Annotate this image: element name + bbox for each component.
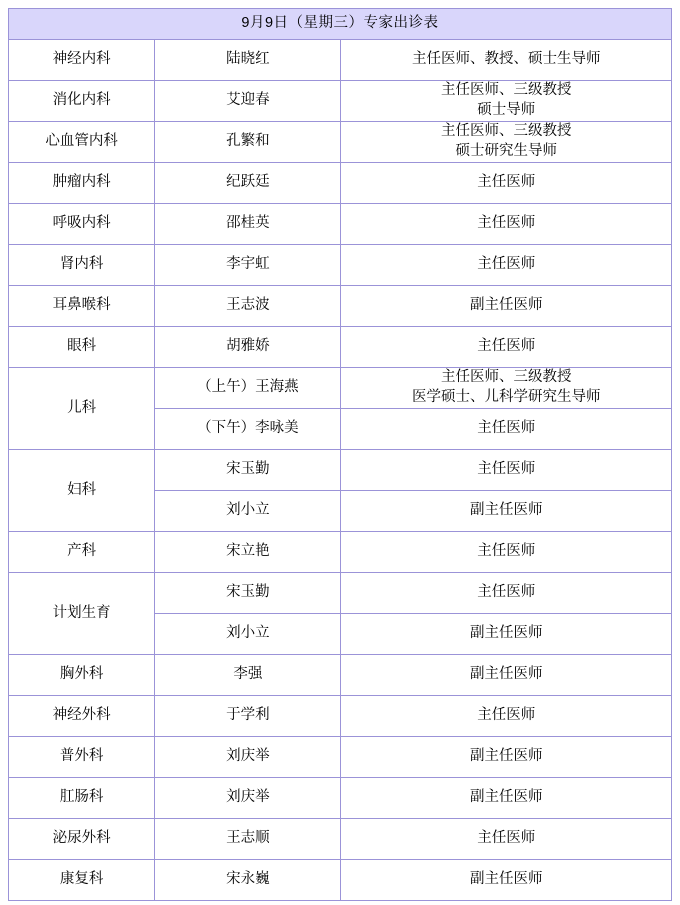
doctor-title-line: 副主任医师 xyxy=(469,748,543,765)
table-row xyxy=(9,81,672,122)
table-row xyxy=(9,327,672,368)
doctor-title-line: 主任医师 xyxy=(477,584,536,601)
doctor-title-line: 副主任医师 xyxy=(469,789,543,806)
department-cell: 神经内科 xyxy=(9,40,155,81)
doctor-title-line: 硕士导师 xyxy=(477,102,536,118)
doctor-name-cell: 宋玉勤 xyxy=(155,450,341,491)
table-row xyxy=(9,122,672,163)
department-cell: 耳鼻喉科 xyxy=(9,286,155,327)
table-row xyxy=(9,696,672,737)
doctor-title-line: 主任医师、三级教授 xyxy=(440,123,572,140)
doctor-title-line: 主任医师 xyxy=(477,256,536,273)
doctor-title-cell xyxy=(341,532,672,573)
department-cell: 胸外科 xyxy=(9,655,155,696)
doctor-title-cell xyxy=(341,778,672,819)
table-row xyxy=(9,40,672,81)
department-cell: 计划生育 xyxy=(9,573,155,655)
department-cell: 儿科 xyxy=(9,368,155,450)
doctor-title-cell xyxy=(341,163,672,204)
doctor-title-line: 医学硕士、儿科学研究生导师 xyxy=(411,389,601,405)
doctor-name-cell: 宋立艳 xyxy=(155,532,341,573)
doctor-title-cell xyxy=(341,614,672,655)
doctor-title-line: 主任医师 xyxy=(477,707,536,724)
expert-schedule-table xyxy=(8,8,672,901)
doctor-title-line: 主任医师 xyxy=(477,215,536,232)
doctor-title-line: 硕士研究生导师 xyxy=(455,143,557,159)
doctor-name-cell: 宋玉勤 xyxy=(155,573,341,614)
doctor-title-cell xyxy=(341,40,672,81)
title-row xyxy=(9,9,672,40)
doctor-title-cell xyxy=(341,122,672,163)
table-row xyxy=(9,368,672,409)
table-row xyxy=(9,819,672,860)
department-cell: 肛肠科 xyxy=(9,778,155,819)
doctor-name-cell: 李宇虹 xyxy=(155,245,341,286)
doctor-title-cell xyxy=(341,696,672,737)
doctor-name-cell: 陆晓红 xyxy=(155,40,341,81)
department-cell: 普外科 xyxy=(9,737,155,778)
doctor-title-line: 主任医师 xyxy=(477,830,536,847)
doctor-title-line: 主任医师、三级教授 xyxy=(440,369,572,386)
table-row xyxy=(9,573,672,614)
doctor-title-line: 副主任医师 xyxy=(469,871,543,888)
doctor-name-cell: 李强 xyxy=(155,655,341,696)
doctor-title-line: 主任医师 xyxy=(477,420,536,437)
department-cell: 眼科 xyxy=(9,327,155,368)
doctor-title-cell xyxy=(341,737,672,778)
doctor-title-cell xyxy=(341,655,672,696)
doctor-title-cell xyxy=(341,327,672,368)
doctor-name-cell: 胡雅娇 xyxy=(155,327,341,368)
doctor-title-cell xyxy=(341,286,672,327)
department-cell: 心血管内科 xyxy=(9,122,155,163)
doctor-name-cell: 邵桂英 xyxy=(155,204,341,245)
table-row xyxy=(9,737,672,778)
department-cell: 产科 xyxy=(9,532,155,573)
department-cell: 消化内科 xyxy=(9,81,155,122)
doctor-title-line: 主任医师、教授、硕士生导师 xyxy=(411,51,601,68)
doctor-title-line: 主任医师、三级教授 xyxy=(440,82,572,99)
department-cell: 肾内科 xyxy=(9,245,155,286)
department-cell: 肿瘤内科 xyxy=(9,163,155,204)
doctor-name-cell: 孔繁和 xyxy=(155,122,341,163)
doctor-title-line: 副主任医师 xyxy=(469,297,543,314)
table-row xyxy=(9,286,672,327)
table-body xyxy=(9,40,672,901)
doctor-title-line: 副主任医师 xyxy=(469,625,543,642)
doctor-title-cell xyxy=(341,573,672,614)
doctor-title-cell xyxy=(341,860,672,901)
doctor-title-line: 副主任医师 xyxy=(469,666,543,683)
page-title: 9月9日（星期三）专家出诊表 xyxy=(9,9,672,40)
doctor-name-cell: 王志波 xyxy=(155,286,341,327)
table-row xyxy=(9,245,672,286)
table-row xyxy=(9,778,672,819)
doctor-title-line: 主任医师 xyxy=(477,543,536,560)
doctor-title-cell xyxy=(341,450,672,491)
doctor-name-cell: 于学利 xyxy=(155,696,341,737)
doctor-title-line: 主任医师 xyxy=(477,338,536,355)
doctor-name-cell: 刘庆举 xyxy=(155,778,341,819)
table-row xyxy=(9,204,672,245)
department-cell: 神经外科 xyxy=(9,696,155,737)
doctor-name-cell: 刘庆举 xyxy=(155,737,341,778)
doctor-name-cell: 王志顺 xyxy=(155,819,341,860)
doctor-name-cell: 纪跃廷 xyxy=(155,163,341,204)
doctor-title-line: 主任医师 xyxy=(477,461,536,478)
table-row xyxy=(9,655,672,696)
doctor-name-cell: （下午）李咏美 xyxy=(155,409,341,450)
table-header xyxy=(9,9,672,40)
doctor-title-line: 主任医师 xyxy=(477,174,536,191)
doctor-name-cell: 艾迎春 xyxy=(155,81,341,122)
doctor-title-cell xyxy=(341,368,672,409)
doctor-name-cell: 刘小立 xyxy=(155,491,341,532)
doctor-name-cell: （上午）王海燕 xyxy=(155,368,341,409)
department-cell: 呼吸内科 xyxy=(9,204,155,245)
doctor-title-cell xyxy=(341,409,672,450)
doctor-name-cell: 刘小立 xyxy=(155,614,341,655)
table-row xyxy=(9,163,672,204)
doctor-title-line: 副主任医师 xyxy=(469,502,543,519)
department-cell: 康复科 xyxy=(9,860,155,901)
table-row xyxy=(9,860,672,901)
table-row xyxy=(9,532,672,573)
department-cell: 泌尿外科 xyxy=(9,819,155,860)
department-cell: 妇科 xyxy=(9,450,155,532)
doctor-title-cell xyxy=(341,245,672,286)
doctor-title-cell xyxy=(341,491,672,532)
doctor-title-cell xyxy=(341,819,672,860)
doctor-title-cell xyxy=(341,81,672,122)
doctor-title-cell xyxy=(341,204,672,245)
table-row xyxy=(9,450,672,491)
doctor-name-cell: 宋永巍 xyxy=(155,860,341,901)
